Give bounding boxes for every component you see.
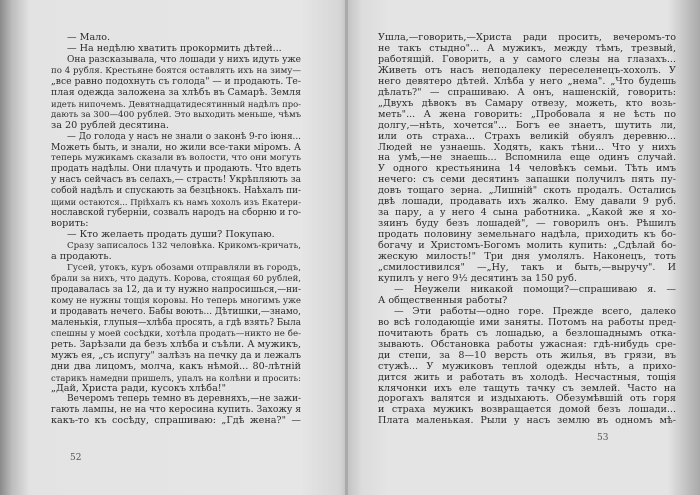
text-line: продать надѣлы. Они плачуть и продають. Что вдеть: [51, 164, 301, 175]
text-line: реть. Зарѣзали да безъ хлѣба и съѣли. А мужикъ,: [51, 338, 301, 350]
text-line: по 4 рубля. Крестьяне боятся оставлять ихъ на зиму—: [51, 65, 301, 76]
text-line: спешны у моей сосѣдки, хотѣла продать—никто не бе-: [51, 328, 301, 339]
text-line: жескую милость!" Три дня умолялъ. Наконецъ, тоть: [378, 251, 676, 263]
text-line: Живеть отъ насъ неподалеку переселенецъ-хохолъ. У: [378, 64, 676, 76]
text-line: почитають брать съ лошадью, а безлошаднымъ отка-: [378, 327, 676, 339]
text-line: или оть страха... Страхъ великій обуялъ деревню...: [378, 130, 676, 142]
text-line: Можеть быть, и знали, но жили все-таки міромъ. А: [51, 141, 301, 153]
text-line: — Эти работы—одно горе. Прежде всего, далеко: [394, 305, 676, 317]
text-line: старикъ намедни пришелъ, упалъ на колѣни и просить:: [51, 372, 301, 383]
text-line: щими остаются... Пріѣхалъ къ намъ хохолъ изъ Екатери-: [51, 197, 301, 208]
text-line: кому не нужны тощія коровы. Но теперь многимъ уже: [51, 295, 301, 306]
left-page-number: 52: [70, 453, 82, 463]
text-line: нечего: съ семи десятинъ запашки получилъ пять пу-: [378, 174, 676, 186]
text-line: зывають. Обстановка работы ужасная: гдѣ-нибудь сре-: [378, 338, 676, 350]
text-line: Ушла,—говорить,—Христа ради просить, вечеромъ-то: [378, 32, 676, 43]
text-line: идеть нипочемъ. Девятнадцатидесятинный надѣлъ про-: [51, 98, 301, 109]
text-line: двѣ лошади, продавать ихъ жалко. Ему давали 9 руб.: [378, 196, 676, 208]
text-line: какъ-то къ сосѣду, спрашиваю: „Гдѣ жена?" —: [51, 415, 301, 427]
right-page: [348, 0, 700, 495]
text-line: нославской губерніи, созвалъ народъ на сборню и го-: [51, 208, 301, 219]
text-line: — Кто желаеть продать души? Покупаю.: [67, 229, 275, 241]
text-line: дають за 300—400 рублей. Это выходить меньше, чѣмъ: [51, 109, 301, 120]
text-line: „Двухъ дѣвокъ въ Самару отвезу, можеть, кто возь-: [378, 97, 676, 109]
text-line: у насъ сейчасъ въ селахъ,— страсть! Укрѣпляють за: [51, 175, 301, 186]
text-line: — На недѣлю хватить прокормить дѣтей...: [67, 42, 282, 54]
text-line: собой надѣлъ и спускають за безцѣнокъ. Наѣхалъ пи-: [51, 186, 301, 197]
text-line: и продавать нечего. Бабы воють... Дѣтишки,—знамо,: [51, 306, 301, 317]
text-line: клячонки ихъ еле тащуть тачку съ землей. Часто на: [378, 382, 676, 394]
text-line: зяинъ буду безъ лошадей", — говорилъ онъ. Рѣшилъ: [378, 218, 676, 230]
text-line: Гусей, утокъ, куръ обозами отправляли въ городъ,: [67, 263, 301, 274]
text-line: во всѣ голодающіе ими заняты. Потомъ на работы пред-: [378, 316, 676, 328]
text-line: гають лампы, не на что керосина купить. Захожу я: [51, 404, 301, 416]
text-line: дѣлать?" — спрашиваю. А онъ, нашенскій, говорить:: [378, 86, 676, 98]
text-line: не такъ стыдно"... А мужикъ, между тѣмъ, трезвый,: [378, 42, 676, 54]
text-line: дится жить и работать въ холодѣ. Несчастныя, тощія: [378, 371, 676, 383]
text-line: работящій. Говорить, а у самого слезы на глазахъ...: [378, 53, 676, 65]
text-line: теперь мужикамъ сказали въ волости, что они могуть: [51, 153, 301, 164]
text-line: маленькія, глупыя—хлѣба просять, а гдѣ взять? Была: [51, 317, 301, 328]
text-line: — До голода у насъ не знали о законѣ 9-го іюня...: [67, 131, 302, 142]
right-page-text: [378, 33, 676, 427]
text-line: Плата маленькая. Рыли у насъ землю въ одномъ мѣ-: [378, 415, 676, 427]
text-line: продать половину земельнаго надѣла, приходить къ бо-: [378, 229, 676, 241]
text-line: продавалась за 12, да и ту нужно напросишься,—ни-: [51, 284, 301, 295]
text-line: а продають.: [51, 251, 112, 263]
right-page-number: 53: [597, 433, 609, 443]
text-line: брали за нихъ, что дадуть. Корова, стоящая 60 рублей,: [51, 273, 301, 284]
left-page: [0, 0, 348, 495]
text-line: А общественныя работы?: [378, 294, 508, 306]
text-line: „Дай, Христа ради, кусокъ хлѣба!": [51, 382, 227, 394]
text-line: за пару, а у него 4 сына работника. „Какой же я хо-: [378, 207, 676, 219]
text-line: на умѣ,—не знаешь... Вспомнила еще одинъ случай.: [378, 152, 676, 164]
text-line: долгу,—нѣть, хочется"... Богъ ее знаетъ, шутить ли,: [378, 119, 676, 131]
text-line: „все равно подохнуть съ голода" — и продають. Те-: [51, 75, 301, 87]
text-line: Сразу записалось 132 человѣка. Крикомъ-кричать,: [67, 241, 301, 252]
text-line: довъ тощаго зерна. „Лишній" скоть продалъ. Остались: [378, 185, 676, 197]
text-line: — Мало.: [67, 32, 111, 43]
text-line: плая одежда заложена за хлѣбъ въ Самарѣ. Земля: [51, 86, 301, 98]
text-line: богачу и Христомъ-Богомъ молить купить: „Сдѣлай бо-: [378, 240, 676, 252]
text-line: дни два лицомъ, молча, какъ нѣмой... 80-лѣтній: [51, 360, 301, 372]
text-line: стужѣ... У мужиковъ теплой одежды нѣть, а прихо-: [378, 360, 676, 372]
text-line: дорогахъ валятся и издыхають. Обезумѣвшій оть горя: [378, 393, 676, 405]
text-line: него девятеро дѣтей. Хлѣба у него „нема". „Что будешь: [378, 75, 676, 87]
text-line: и страха мужикъ возвращается домой безъ лошади...: [378, 404, 676, 416]
left-page-text: [51, 33, 301, 427]
text-line: купилъ у него 9½ десятинъ за 150 руб.: [378, 272, 577, 284]
text-line: У одного крестьянина 14 человѣкъ семьи. Тѣть имъ: [378, 163, 676, 175]
text-line: мужъ ея, „съ испугу" залѣзъ на печку да и лежалъ: [51, 349, 301, 361]
text-line: за 20 рублей десятина.: [51, 119, 169, 131]
text-line: — Неужели никакой помощи?—спрашиваю я. —: [394, 283, 676, 295]
text-line: Вечеромъ теперь темно въ деревняхъ,—не зажи-: [67, 394, 301, 405]
text-line: Она разсказывала, что лошади у нихъ идуть уже: [67, 54, 301, 65]
text-line: „смилостивился" —„Ну, такъ и быть,—выручу". И: [378, 262, 676, 274]
text-line: ворить:: [51, 218, 89, 230]
text-line: Людей не узнаешь. Ходять, какъ тѣни... Что у нихъ: [378, 141, 676, 153]
text-line: меть"... А жена говорить: „Пробовала я не ѣсть по: [378, 108, 676, 120]
text-line: ди степи, за 8—10 версть оть жилья, въ грязи, въ: [378, 349, 676, 361]
